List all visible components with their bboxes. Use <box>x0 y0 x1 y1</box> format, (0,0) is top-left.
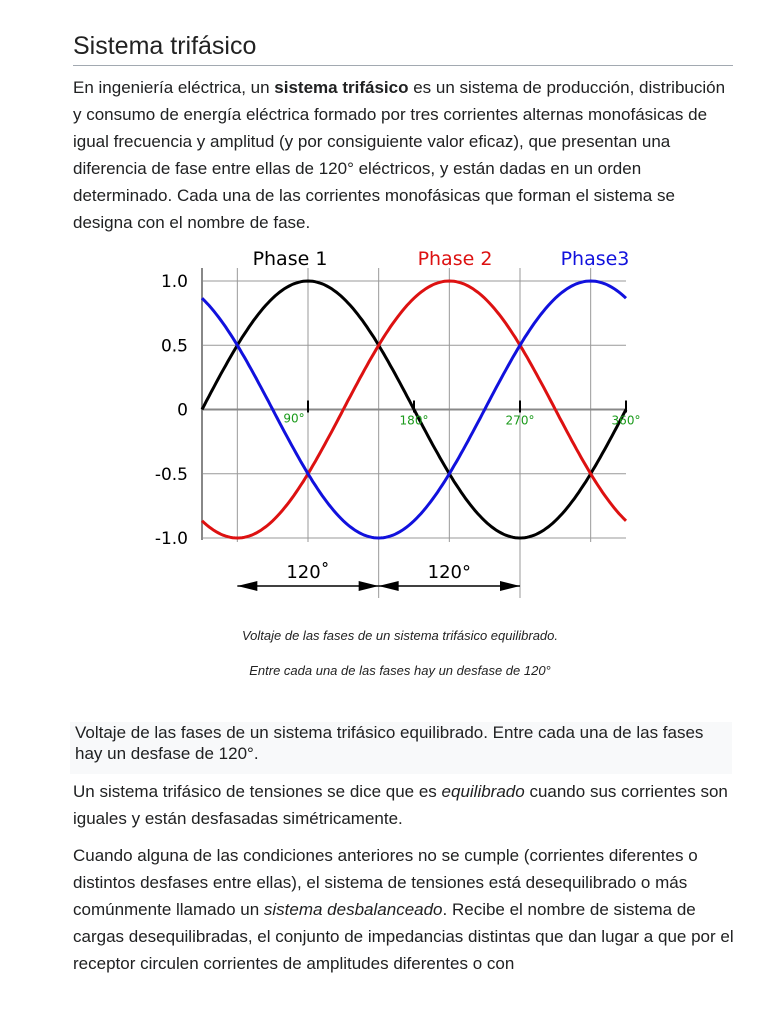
intro-text-start: En ingeniería eléctrica, un <box>73 78 275 97</box>
figure-caption-line-2: Entre cada una de las fases hay un desfase de 120° <box>249 663 551 678</box>
page-title: Sistema trifásico <box>73 32 733 66</box>
p2-text-start: Un sistema trifásico de tensiones se dice que es <box>73 782 442 801</box>
arrow-head-right <box>500 581 520 591</box>
p2-emphasis: equilibrado <box>441 782 525 801</box>
y-tick-label: 0.5 <box>160 336 188 357</box>
intro-bold-term: sistema trifásico <box>274 78 409 97</box>
arrow-head-left <box>237 581 257 591</box>
dimension-label: 120˚ <box>286 562 330 583</box>
y-tick-label: 1.0 <box>160 272 188 292</box>
three-phase-figure[interactable] <box>140 238 640 610</box>
balanced-paragraph <box>73 778 737 832</box>
y-tick-label: 0 <box>177 400 188 421</box>
y-tick-label: -0.5 <box>154 464 188 485</box>
intro-paragraph <box>73 74 737 236</box>
arrow-head-left <box>379 581 399 591</box>
arrow-head-right <box>359 581 379 591</box>
x-tick-label: 180° <box>399 413 429 428</box>
p3-text-end: . Recibe el nombre de sistema de cargas desequilibradas, el conjunto de impedancias distintas que dan lugar a que por el receptor circulen corrientes de amplitudes diferentes o con <box>73 900 734 973</box>
x-tick-label: 270° <box>505 413 535 428</box>
thumb-caption: Voltaje de las fases de un sistema trifásico equilibrado. Entre cada una de las fases hay un desfase de 120°. <box>70 722 732 774</box>
legend-phase-2: Phase 2 <box>417 248 493 270</box>
legend-phase-1: Phase 1 <box>252 248 328 270</box>
x-tick-label: 90° <box>283 411 305 426</box>
intro-text-end: es un sistema de producción, distribución y consumo de energía eléctrica formado por tres corrientes alternas monofásicas de igual frecuencia y amplitud (y por consiguiente valor eficaz), que presentan una diferencia de fase entre ellas de 120° eléctricos, y están dadas en un orden determinado. Cada una de las corrientes monofásicas que forman el sistema se designa con el nombre de fase. <box>73 78 726 232</box>
p2-text-end: cuando sus corrientes son iguales y están desfasadas simétricamente. <box>73 782 728 828</box>
dimension-label: 120° <box>427 562 472 583</box>
figure-caption-line-1: Voltaje de las fases de un sistema trifásico equilibrado. <box>241 628 559 643</box>
legend-phase-3: Phase3 <box>560 248 630 270</box>
unbalanced-paragraph <box>73 842 737 977</box>
y-tick-label: -1.0 <box>154 529 188 549</box>
x-tick-label: 360° <box>611 413 640 428</box>
p3-emphasis: sistema desbalanceado <box>263 900 443 919</box>
three-phase-chart <box>140 238 640 610</box>
p3-text-start: Cuando alguna de las condiciones anteriores no se cumple (corrientes diferentes o distintos desfases entre ellas), el sistema de tensiones está desequilibrado o más comúnmente llamado un <box>73 846 698 919</box>
